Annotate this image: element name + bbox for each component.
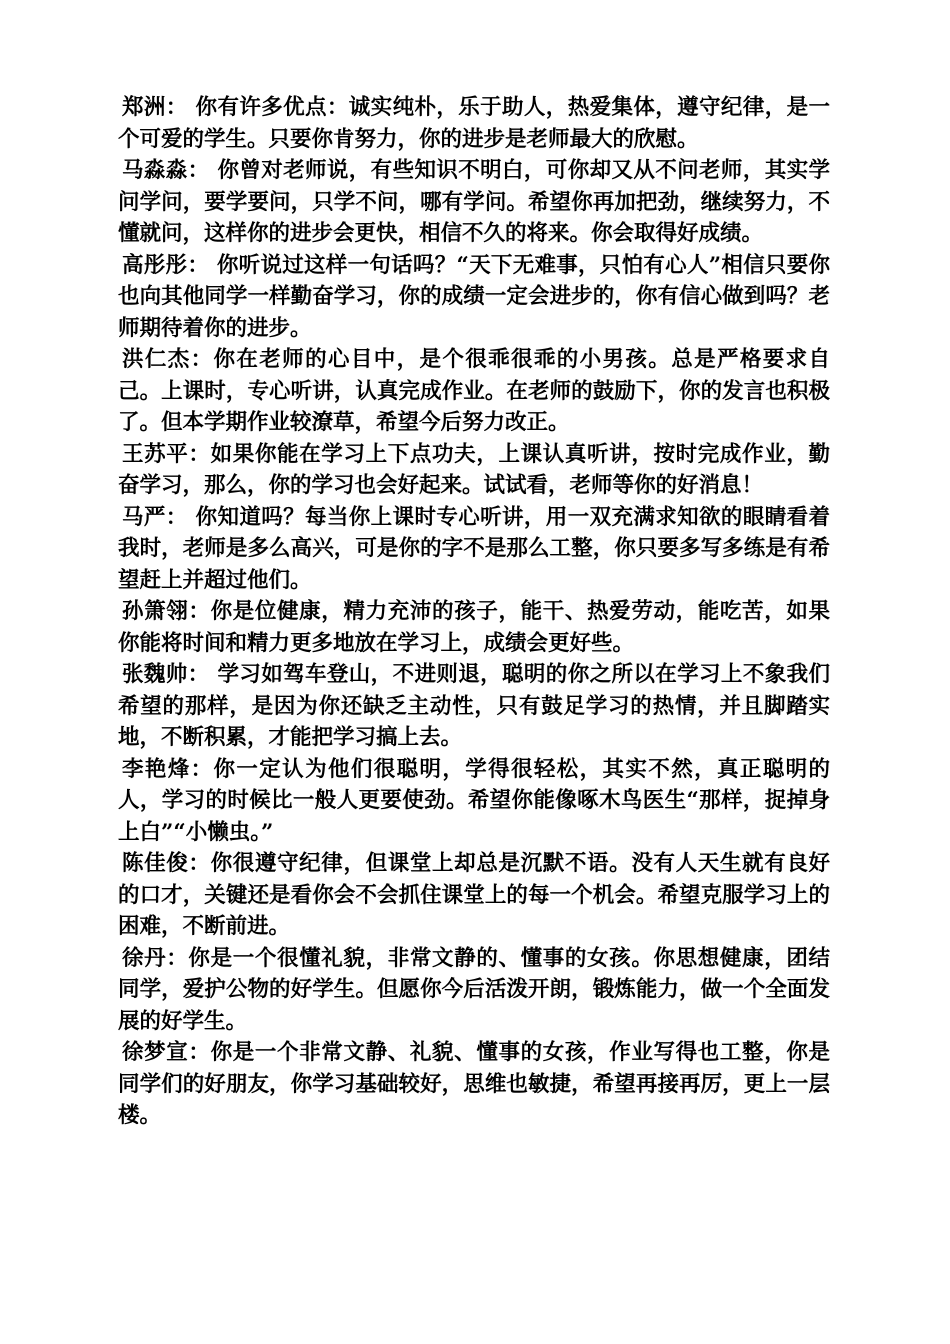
comment-paragraph: 王苏平：如果你能在学习上下点功夫，上课认真听讲，按时完成作业，勤奋学习，那么，你的学习也会好起来。试试看，老师等你的好消息！	[118, 441, 830, 498]
comment-paragraph: 马淼淼： 你曾对老师说，有些知识不明白，可你却又从不问老师，其实学问学问，要学要问，只学不问，哪有学问。希望你再加把劲，继续努力，不懂就问，这样你的进步会更快，相信不久的将来。你会取得好成绩。	[118, 158, 830, 246]
comment-paragraph: 高彤彤： 你听说过这样一句话吗？“天下无难事，只怕有心人”相信只要你也向其他同学一样勤奋学习，你的成绩一定会进步的，你有信心做到吗？老师期待着你的进步。	[118, 252, 830, 341]
comment-paragraph: 孙箫翎：你是位健康，精力充沛的孩子，能干、热爱劳动，能吃苦，如果你能将时间和精力更多地放在学习上，成绩会更好些。	[118, 599, 830, 656]
comments-document	[118, 92, 830, 1132]
comment-paragraph: 李艳烽：你一定认为他们很聪明，学得很轻松，其实不然，真正聪明的人，学习的时候比一般人更要使劲。希望你能像啄木鸟医生“那样，捉掉身上白”“小懒虫。”	[118, 756, 830, 845]
comment-paragraph: 洪仁杰：你在老师的心目中，是个很乖很乖的小男孩。总是严格要求自己。上课时，专心听讲，认真完成作业。在老师的鼓励下，你的发言也积极了。但本学期作业较潦草，希望今后努力改正。	[118, 347, 830, 435]
comment-paragraph: 徐梦宣：你是一个非常文静、礼貌、懂事的女孩，作业写得也工整，你是同学们的好朋友，你学习基础较好，思维也敏捷，希望再接再厉，更上一层楼。	[118, 1040, 830, 1128]
comment-paragraph: 徐丹：你是一个很懂礼貌，非常文静的、懂事的女孩。你思想健康，团结同学，爱护公物的好学生。但愿你今后活泼开朗，锻炼能力，做一个全面发展的好学生。	[118, 945, 830, 1034]
comment-paragraph: 郑洲： 你有许多优点：诚实纯朴，乐于助人，热爱集体，遵守纪律，是一个可爱的学生。只要你肯努力，你的进步是老师最大的欣慰。	[118, 95, 830, 152]
comment-paragraph: 陈佳俊：你很遵守纪律，但课堂上却总是沉默不语。没有人天生就有良好的口才，关键还是看你会不会抓住课堂上的每一个机会。希望克服学习上的困难，不断前进。	[118, 851, 830, 939]
comment-paragraph: 马严： 你知道吗？每当你上课时专心听讲，用一双充满求知欲的眼睛看着我时，老师是多么高兴，可是你的字不是那么工整，你只要多写多练是有希望赶上并超过他们。	[118, 504, 830, 593]
comment-paragraph: 张魏帅： 学习如驾车登山，不进则退，聪明的你之所以在学习上不象我们希望的那样，是因为你还缺乏主动性，只有鼓足学习的热情，并且脚踏实地，不断积累，才能把学习搞上去。	[118, 662, 830, 750]
